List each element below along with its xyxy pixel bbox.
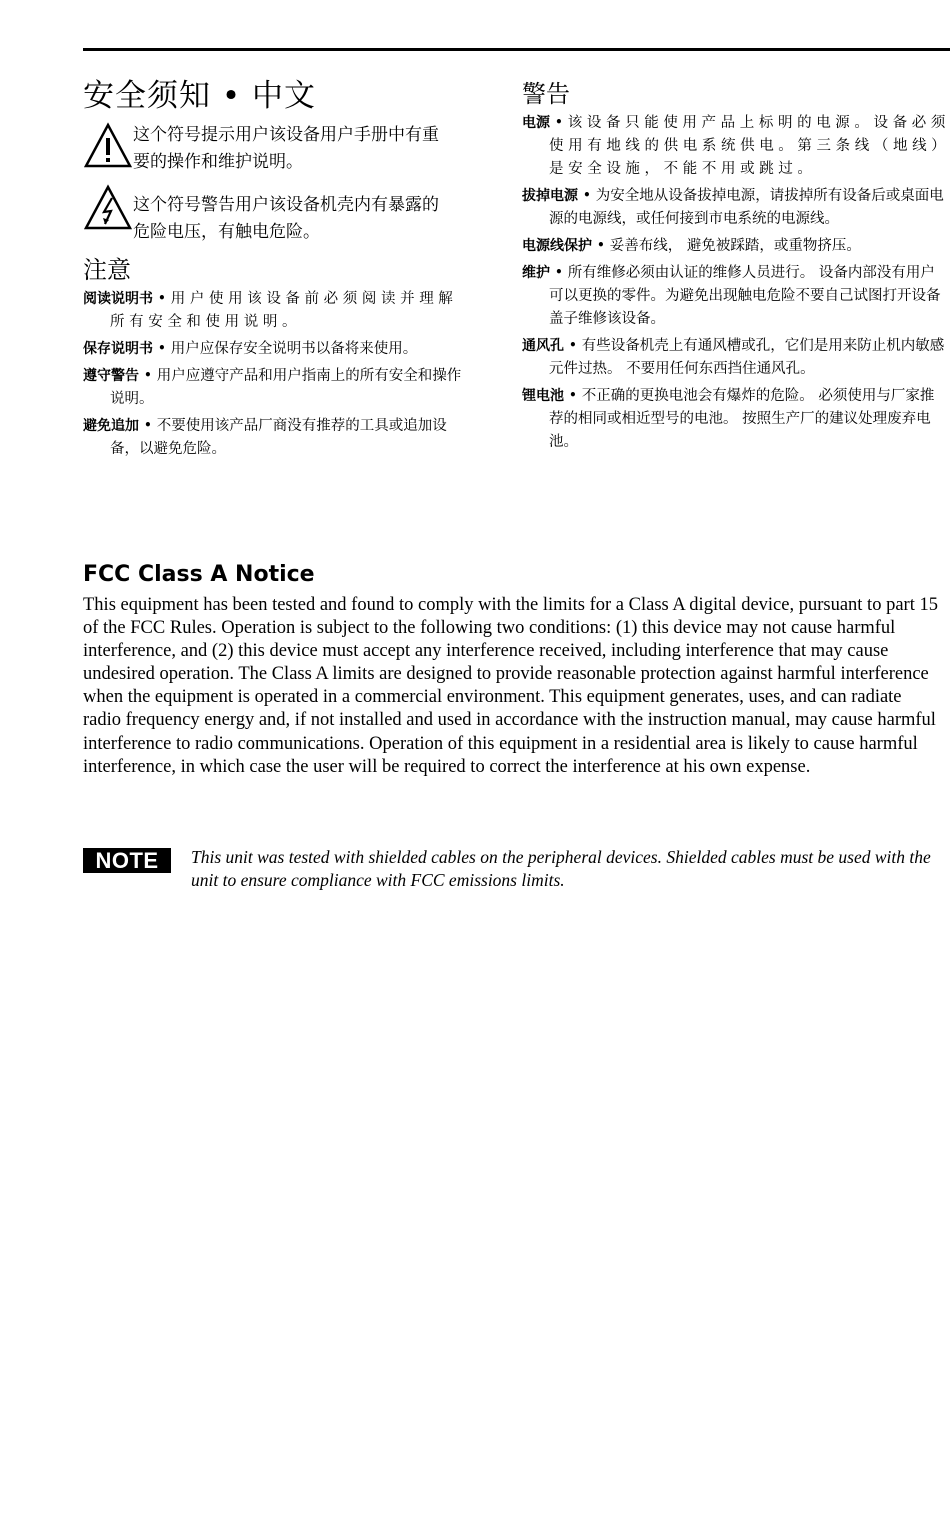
left-entry-2 <box>83 338 463 361</box>
entry-text: • 用户应保存安全说明书以备将来使用。 <box>153 341 418 357</box>
entry-text: • 有些设备机壳上有通风槽或孔，它们是用来防止机内敏感元件过热。 不要用任何东西挡住通风孔。 <box>549 338 945 377</box>
right-column <box>522 80 946 458</box>
right-entry-3 <box>522 235 946 258</box>
entry-text: • 用户应遵守产品和用户指南上的所有安全和操作说明。 <box>110 368 462 407</box>
warning-text-1: 这个符号提示用户该设备用户手册中有重要的操作和维护说明。 <box>133 125 439 172</box>
note-text: This unit was tested with shielded cables on the peripheral devices. Shielded cables must be used with the unit to ensure compliance with FCC emissions limits. <box>191 847 931 890</box>
exclamation-triangle-icon <box>83 122 133 174</box>
entry-text: • 不要使用该产品厂商没有推荐的工具或追加设备，以避免危险。 <box>110 418 447 457</box>
entry-text: • 妥善布线， 避免被踩踏，或重物挤压。 <box>592 238 861 254</box>
entry-term: 锂电池 <box>522 388 564 404</box>
top-rule <box>83 48 950 51</box>
entry-text: • 为安全地从设备拔掉电源，请拔掉所有设备后或桌面电源的电源线，或任何接到市电系统的电源线。 <box>549 188 944 227</box>
entry-term: 电源线保护 <box>522 238 592 254</box>
right-entry-1 <box>522 112 946 181</box>
left-column <box>83 78 463 465</box>
note-badge: NOTE <box>83 848 171 873</box>
entry-term: 通风孔 <box>522 338 564 354</box>
fcc-body: This equipment has been tested and found to comply with the limits for a Class A digital device, pursuant to part 15 of the FCC Rules. Operation is subject to the following two conditions: (1) this device may not cause harmful interference, and (2) this device must accept any interference received, including interference that may cause undesired operation. The Class A limits are designed to provide reasonable protection against harmful interference when the equipment is operated in a commercial environment. This equipment generates, uses, and can radiate radio frequency energy and, if not installed and used in accordance with the instruction manual, may cause harmful interference to radio communications. Operation of this equipment in a residential area is likely to cause harmful interference, in which case the user will be required to correct the interference at his own expense. <box>83 595 938 777</box>
entry-term: 保存说明书 <box>83 341 153 357</box>
entry-term: 拔掉电源 <box>522 188 578 204</box>
entry-term: 电源 <box>522 115 550 131</box>
lightning-triangle-icon <box>83 184 133 236</box>
entry-text: • 所有维修必须由认证的维修人员进行。 设备内部没有用户可以更换的零件。为避免出现触电危险不要自己试图打开设备盖子维修该设备。 <box>549 265 941 327</box>
warning-heading: 警告 <box>522 80 570 108</box>
fcc-title: FCC Class A Notice <box>83 562 315 587</box>
entry-text: • 用 户 使 用 该 设 备 前 必 须 阅 读 并 理 解 所 有 安 全 和 使 用 说 明 。 <box>110 291 453 330</box>
right-entry-2 <box>522 185 946 231</box>
right-entry-6 <box>522 385 946 454</box>
notice-heading: 注意 <box>83 256 131 284</box>
entry-term: 维护 <box>522 265 550 281</box>
right-entry-5 <box>522 335 946 381</box>
entry-term: 阅读说明书 <box>83 291 153 307</box>
left-entry-1 <box>83 288 463 334</box>
warning-row-2 <box>83 184 463 246</box>
entry-term: 避免追加 <box>83 418 139 434</box>
safety-heading: 安全须知 • 中文 <box>83 78 316 114</box>
entry-term: 遵守警告 <box>83 368 139 384</box>
left-entry-3 <box>83 365 463 411</box>
warning-row-1 <box>83 122 463 176</box>
fcc-section <box>83 560 943 779</box>
entry-text: • 该 设 备 只 能 使 用 产 品 上 标 明 的 电 源 。 设 备 必 须 使 用 有 地 线 的 供 电 系 统 供 电 。 第 三 条 线 （ 地 线 ） 是 安 全 设 施 ， 不 能 不 用 或 跳 过 。 <box>549 115 946 177</box>
entry-text: • 不正确的更换电池会有爆炸的危险。 必须使用与厂家推荐的相同或相近型号的电池。 按照生产厂的建议处理废弃电池。 <box>549 388 935 450</box>
right-entry-4 <box>522 262 946 331</box>
warning-text-2: 这个符号警告用户该设备机壳内有暴露的危险电压，有触电危险。 <box>133 195 439 242</box>
left-entry-4 <box>83 415 463 461</box>
